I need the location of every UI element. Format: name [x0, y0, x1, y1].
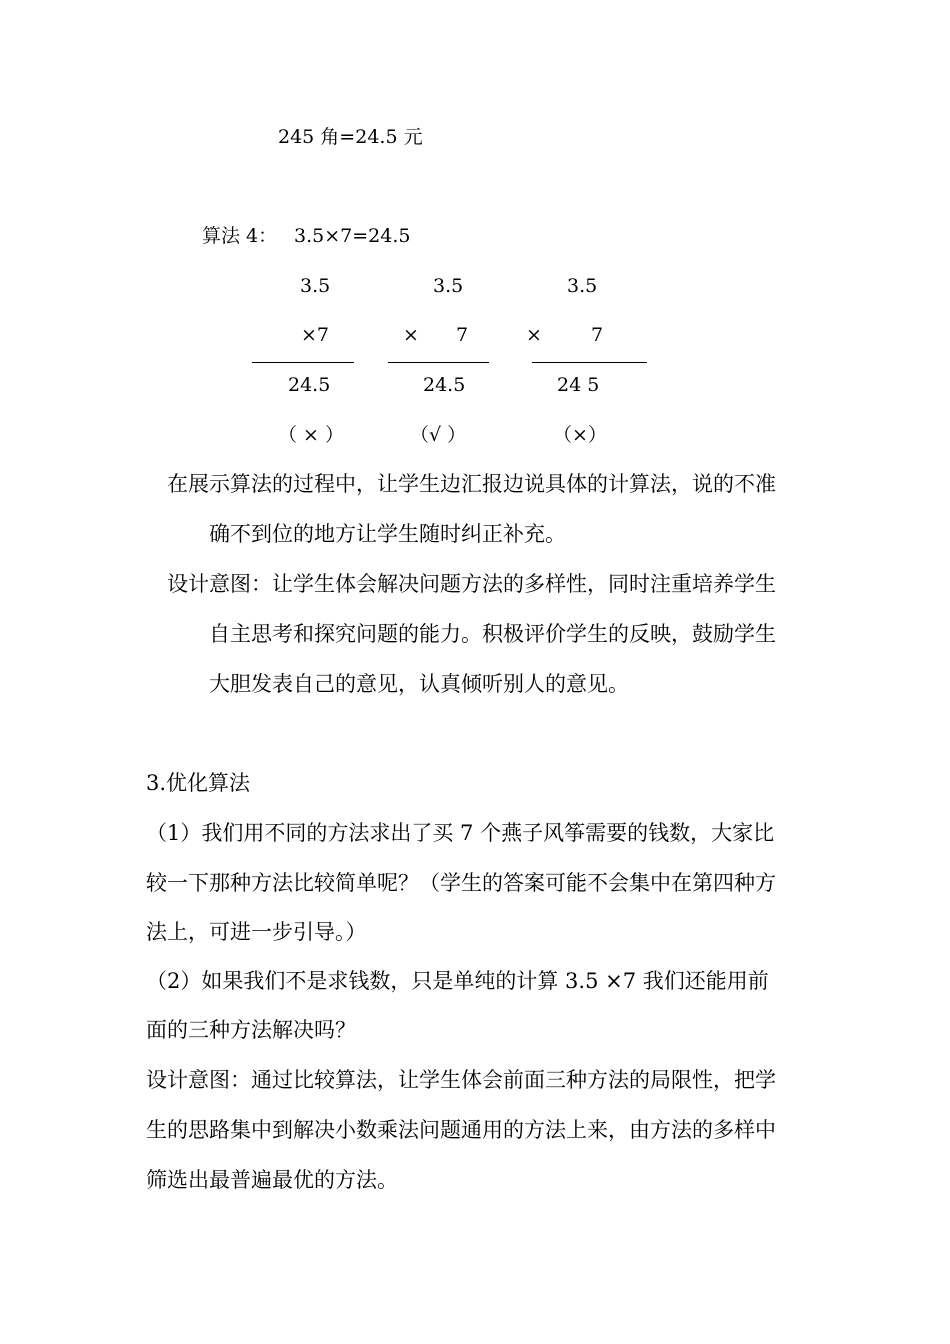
section3-line4: （2）如果我们不是求钱数，只是单纯的计算 3.5 ×7 我们还能用前	[146, 969, 769, 993]
section3-line3: 法上，可进一步引导。）	[146, 920, 367, 944]
paragraph2-line1: 设计意图：让学生体会解决问题方法的多样性，同时注重培养学生	[167, 572, 776, 596]
col2-result: 24.5	[423, 374, 466, 396]
col3-multiplicand: 3.5	[567, 275, 598, 297]
method4-expression: 3.5×7=24.5	[294, 225, 411, 247]
col2-rule	[388, 362, 489, 363]
col3-verdict: （×）	[553, 424, 607, 446]
paragraph2-line2: 自主思考和探究问题的能力。积极评价学生的反映，鼓励学生	[209, 622, 776, 646]
section3-line8: 筛选出最普遍最优的方法。	[146, 1168, 398, 1192]
conversion-line: 245 角=24.5 元	[278, 126, 423, 148]
col1-multiplicand: 3.5	[300, 275, 331, 297]
section3-line2: 较一下那种方法比较简单呢？（学生的答案可能不会集中在第四种方	[146, 871, 776, 895]
col3-rule	[532, 362, 647, 363]
section3-heading: 3.优化算法	[146, 771, 251, 795]
col1-rule	[252, 362, 354, 363]
col1-verdict: （ × ）	[278, 424, 344, 446]
paragraph1-line1: 在展示算法的过程中，让学生边汇报边说具体的计算法，说的不准	[167, 472, 776, 496]
section3-line7: 生的思路集中到解决小数乘法问题通用的方法上来，由方法的多样中	[146, 1118, 776, 1142]
section3-line6: 设计意图：通过比较算法，让学生体会前面三种方法的局限性，把学	[146, 1068, 776, 1092]
section3-line1: （1）我们用不同的方法求出了买 7 个燕子风筝需要的钱数，大家比	[146, 821, 775, 845]
paragraph2-line3: 大胆发表自己的意见，认真倾听别人的意见。	[209, 672, 629, 696]
col3-result: 24 5	[557, 374, 600, 396]
col2-multiplicand: 3.5	[433, 275, 464, 297]
col3-multiply-sign: ×	[526, 324, 542, 346]
col1-result: 24.5	[288, 374, 331, 396]
col2-multiplier: 7	[456, 324, 469, 346]
col1-multiplier: ×7	[301, 324, 330, 346]
paragraph1-line2: 确不到位的地方让学生随时纠正补充。	[209, 522, 566, 546]
col3-multiplier: 7	[591, 324, 604, 346]
method4-label: 算法 4：	[202, 225, 278, 247]
col2-verdict: （√ ）	[410, 424, 467, 446]
col2-multiply-sign: ×	[403, 324, 419, 346]
section3-line5: 面的三种方法解决吗？	[146, 1018, 356, 1042]
